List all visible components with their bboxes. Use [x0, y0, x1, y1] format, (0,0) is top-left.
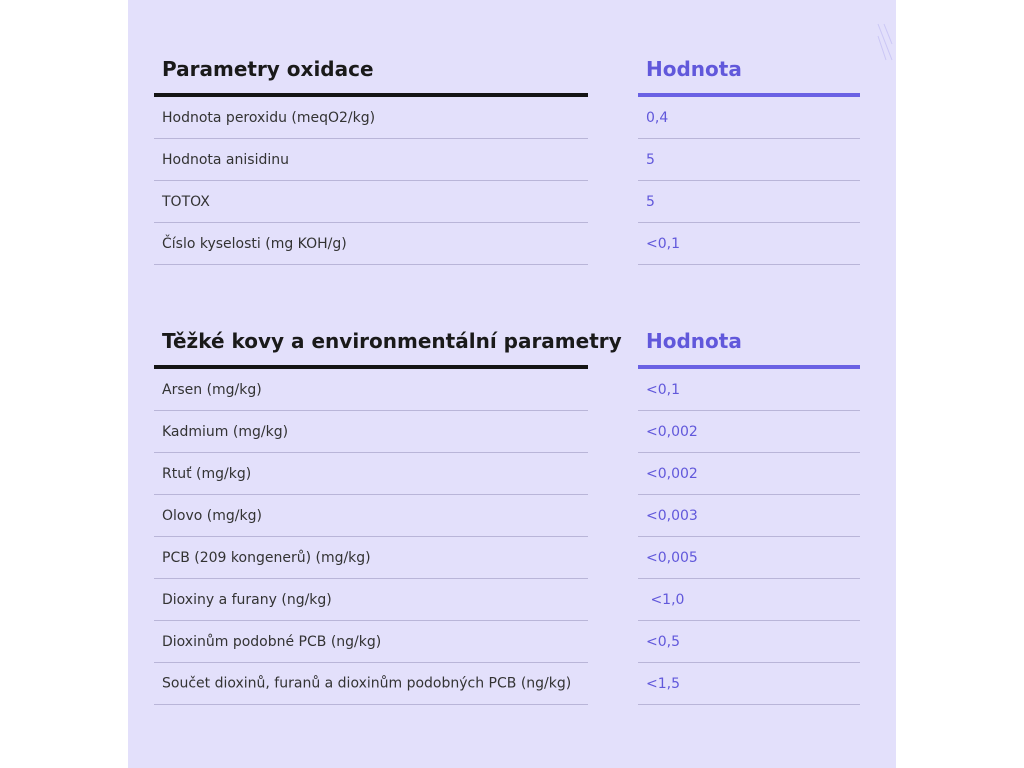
oxidation-value-header	[638, 55, 860, 97]
table-row	[638, 495, 860, 537]
table-row	[638, 537, 860, 579]
oxidation-value-column	[638, 55, 860, 265]
table-row	[154, 579, 588, 621]
parameter-label: Hodnota anisidinu	[162, 151, 289, 168]
table-row	[638, 97, 860, 139]
table-row	[154, 537, 588, 579]
parameter-value: <0,002	[646, 423, 698, 440]
table-row	[638, 663, 860, 705]
parameter-value: 5	[646, 193, 655, 210]
parameter-label: Hodnota peroxidu (meqO2/kg)	[162, 109, 376, 126]
parameter-value: 5	[646, 151, 655, 168]
parameter-label: Číslo kyselosti (mg KOH/g)	[162, 235, 347, 252]
table-row	[638, 453, 860, 495]
parameter-value: <0,002	[646, 465, 698, 482]
parameter-label: TOTOX	[162, 193, 210, 210]
value-header-label: Hodnota	[646, 57, 742, 81]
decorative-lines-icon	[876, 22, 894, 62]
value-header-label: Hodnota	[646, 329, 742, 353]
parameter-label: Olovo (mg/kg)	[162, 507, 262, 524]
table-row	[154, 663, 588, 705]
parameter-value: <0,003	[646, 507, 698, 524]
table-row	[154, 411, 588, 453]
parameter-label: Rtuť (mg/kg)	[162, 465, 252, 482]
table-row	[638, 223, 860, 265]
heavy-metals-title-header	[154, 327, 622, 369]
oxidation-title-header	[154, 55, 588, 97]
table-row	[638, 579, 860, 621]
parameter-value: 0,4	[646, 109, 669, 126]
parameter-label: Dioxinům podobné PCB (ng/kg)	[162, 633, 382, 650]
parameter-value: <0,005	[646, 549, 698, 566]
table-row	[638, 621, 860, 663]
table-row	[154, 97, 588, 139]
parameter-value: <1,5	[646, 675, 680, 692]
parameter-label: Dioxiny a furany (ng/kg)	[162, 591, 332, 608]
parameter-label: PCB (209 kongenerů) (mg/kg)	[162, 549, 371, 566]
parameter-value: <0,5	[646, 633, 680, 650]
table-row	[638, 181, 860, 223]
parameter-label: Součet dioxinů, furanů a dioxinům podobných PCB (ng/kg)	[162, 675, 572, 691]
heavy-metals-parameter-column	[154, 327, 622, 705]
parameter-value: <0,1	[646, 381, 680, 398]
table-row	[154, 139, 588, 181]
table-row	[154, 453, 588, 495]
table-row	[154, 223, 588, 265]
heavy-metals-value-column	[638, 327, 860, 705]
parameter-label: Arsen (mg/kg)	[162, 381, 262, 398]
oxidation-title: Parametry oxidace	[162, 57, 374, 81]
table-row	[154, 181, 588, 223]
table-row	[638, 139, 860, 181]
parameter-value: <1,0	[646, 591, 685, 608]
parameter-label: Kadmium (mg/kg)	[162, 423, 289, 440]
table-row	[154, 369, 588, 411]
heavy-metals-value-header	[638, 327, 860, 369]
content-panel	[128, 0, 896, 768]
table-row	[154, 621, 588, 663]
table-row	[154, 495, 588, 537]
table-row	[638, 369, 860, 411]
parameter-value: <0,1	[646, 235, 680, 252]
table-row	[638, 411, 860, 453]
heavy-metals-title: Těžké kovy a environmentální parametry	[162, 329, 622, 353]
oxidation-parameter-column	[154, 55, 588, 265]
